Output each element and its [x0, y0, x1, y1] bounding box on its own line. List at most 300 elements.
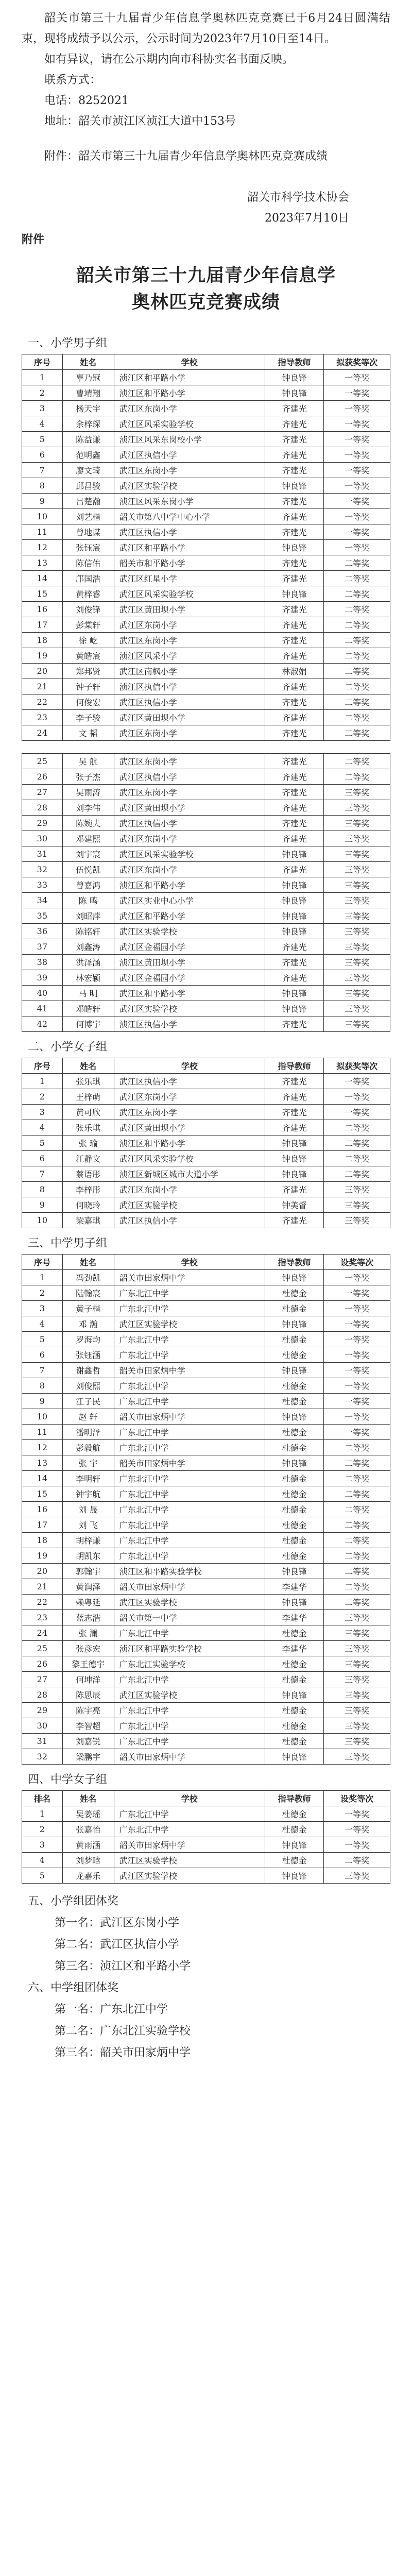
table-cell: 齐建光 — [265, 1120, 323, 1136]
table-cell: 三等奖 — [324, 1734, 390, 1749]
table-cell: 何博宇 — [62, 1016, 114, 1032]
table-row — [22, 1197, 390, 1213]
table-cell: 31 — [22, 846, 63, 862]
section-title: 二、小学女子组 — [28, 1041, 108, 1054]
table-cell: 吴 航 — [62, 754, 114, 769]
table-row — [22, 1213, 390, 1228]
table-cell: 武江区实验学校 — [114, 1687, 265, 1703]
table-cell: 31 — [22, 1734, 63, 1749]
table-row — [22, 893, 390, 908]
table-cell: 二等奖 — [324, 1440, 390, 1455]
table-cell: 刘俊锋 — [62, 602, 114, 617]
table-cell: 广东北江中学 — [114, 1301, 265, 1316]
table-cell: 三等奖 — [324, 1182, 390, 1197]
table-cell: 2 — [22, 1285, 63, 1301]
column-header: 排名 — [22, 1791, 63, 1806]
table-cell: 钟良锋 — [265, 1837, 323, 1853]
column-header: 学校 — [114, 1791, 265, 1806]
document-title — [22, 262, 390, 316]
table-cell: 钟良锋 — [265, 1316, 323, 1332]
table-row — [22, 1301, 390, 1316]
table-cell: 陈婉夫 — [62, 816, 114, 831]
table-row — [22, 939, 390, 955]
table-cell: 韶关市田家炳中学 — [114, 1749, 265, 1765]
table-cell: 一等奖 — [324, 447, 390, 463]
table-cell: 齐建光 — [265, 1016, 323, 1032]
table-cell: 二等奖 — [324, 1548, 390, 1564]
column-header: 序号 — [22, 354, 63, 370]
table-row — [22, 1548, 390, 1564]
table-cell: 钟良锋 — [265, 540, 323, 555]
table-cell: 杜德金 — [265, 1672, 323, 1687]
table-cell: 武江区红星小学 — [114, 571, 265, 586]
table-row — [22, 862, 390, 877]
table-cell: 文 韬 — [62, 725, 114, 741]
signature-block — [22, 188, 390, 229]
table-cell: 杜德金 — [265, 1734, 323, 1749]
table-cell: 杜德金 — [265, 1625, 323, 1641]
table-cell: 钟良锋 — [265, 908, 323, 924]
table-row — [22, 1378, 390, 1394]
table-cell: 二等奖 — [324, 725, 390, 741]
table-cell: 齐建光 — [265, 970, 323, 986]
table-cell: 二等奖 — [324, 1595, 390, 1610]
table-cell: 4 — [22, 1853, 63, 1868]
table-cell: 杜德金 — [265, 1332, 323, 1347]
table-cell: 22 — [22, 1595, 63, 1610]
table-cell: 武江区东岗小学 — [114, 633, 265, 648]
table-cell: 28 — [22, 800, 63, 816]
table-cell: 1 — [22, 1270, 63, 1285]
table-cell: 武江区东岗小学 — [114, 401, 265, 416]
table-cell: 29 — [22, 816, 63, 831]
table-row — [22, 633, 390, 648]
table-cell: 齐建光 — [265, 463, 323, 478]
table-cell: 齐建光 — [265, 725, 323, 741]
table-cell: 齐建光 — [265, 1213, 323, 1228]
table-cell: 黄梓睿 — [62, 586, 114, 602]
award-title: 六、中学组团体奖 — [28, 1981, 119, 1994]
table-cell: 二等奖 — [324, 1151, 390, 1166]
table-cell: 张乐琪 — [62, 1074, 114, 1089]
table-cell: 刘艺楷 — [62, 509, 114, 524]
table-cell: 二等奖 — [324, 555, 390, 571]
table-cell: 7 — [22, 1363, 63, 1378]
table-cell: 齐建光 — [265, 555, 323, 571]
results-table — [22, 1790, 390, 1884]
table-cell: 浈江区风采东岗小学 — [114, 494, 265, 509]
table-cell: 杜德金 — [265, 1502, 323, 1517]
table-row — [22, 555, 390, 571]
table-cell: 三等奖 — [324, 1672, 390, 1687]
table-cell: 二等奖 — [324, 1471, 390, 1486]
table-cell: 胡凯东 — [62, 1548, 114, 1564]
award-title: 五、小学组团体奖 — [28, 1895, 119, 1908]
table-cell: 一等奖 — [324, 1332, 390, 1347]
table-cell: 武江区执信小学 — [114, 1074, 265, 1089]
table-cell: 齐建光 — [265, 710, 323, 725]
table-row — [22, 1471, 390, 1486]
column-header: 姓名 — [62, 1791, 114, 1806]
column-header: 拟获奖等次 — [324, 1058, 390, 1074]
table-cell: 韶关市田家炳中学 — [114, 1270, 265, 1285]
table-cell: 三等奖 — [324, 908, 390, 924]
table-cell: 二等奖 — [324, 1166, 390, 1182]
table-row — [22, 447, 390, 463]
table-cell: 林宏颖 — [62, 970, 114, 986]
table-cell: 13 — [22, 1455, 63, 1471]
table-cell: 杜德金 — [265, 1471, 323, 1486]
table-cell: 刘梦晗 — [62, 1853, 114, 1868]
table-cell: 三等奖 — [324, 1868, 390, 1884]
table-row — [22, 877, 390, 893]
table-cell: 刘李伟 — [62, 800, 114, 816]
table-cell: 武江区实验学校 — [114, 924, 265, 939]
table-cell: 武江区南枫小学 — [114, 664, 265, 679]
table-cell: 二等奖 — [324, 679, 390, 694]
table-cell: 杜德金 — [265, 1548, 323, 1564]
table-row — [22, 831, 390, 846]
table-cell: 彭棠轩 — [62, 617, 114, 633]
table-cell: 广东北江中学 — [114, 1332, 265, 1347]
table-cell: 何坤洋 — [62, 1672, 114, 1687]
table-cell: 钟良锋 — [265, 893, 323, 908]
table-cell: 26 — [22, 769, 63, 785]
table-cell: 21 — [22, 679, 63, 694]
table-row — [22, 908, 390, 924]
table-row — [22, 769, 390, 785]
table-cell: 9 — [22, 1394, 63, 1409]
table-cell: 一等奖 — [324, 385, 390, 401]
table-cell: 39 — [22, 970, 63, 986]
table-cell: 韶关市第八中学中心小学 — [114, 509, 265, 524]
table-cell: 三等奖 — [324, 955, 390, 970]
table-cell: 三等奖 — [324, 831, 390, 846]
table-row — [22, 1151, 390, 1166]
table-cell: 广东北江实验学校 — [114, 1656, 265, 1672]
table-cell: 三等奖 — [324, 1656, 390, 1672]
table-cell: 37 — [22, 939, 63, 955]
column-header: 指导教师 — [265, 354, 323, 370]
table-cell: 广东北江中学 — [114, 1625, 265, 1641]
table-cell: 武江区东岗小学 — [114, 754, 265, 769]
table-cell: 浈江区和平路实验学校 — [114, 1641, 265, 1656]
table-cell: 江静文 — [62, 1151, 114, 1166]
table-cell: 齐建光 — [265, 617, 323, 633]
table-cell: 何俊宏 — [62, 694, 114, 710]
table-cell: 三等奖 — [324, 846, 390, 862]
table-row — [22, 1533, 390, 1548]
table-cell: 17 — [22, 1517, 63, 1533]
table-cell: 武江区黄田坝小学 — [114, 710, 265, 725]
table-cell: 钟良锋 — [265, 1595, 323, 1610]
section-title: 一、小学男子组 — [28, 337, 108, 350]
table-cell: 陈益谦 — [62, 432, 114, 447]
table-cell: 一等奖 — [324, 370, 390, 385]
table-cell: 18 — [22, 633, 63, 648]
table-cell: 钟良锋 — [265, 586, 323, 602]
table-cell: 二等奖 — [324, 1502, 390, 1517]
table-row — [22, 432, 390, 447]
award-line: 第一名：武江区东岗小学 — [55, 1917, 180, 1929]
table-cell: 15 — [22, 1486, 63, 1502]
table-cell: 武江区执信小学 — [114, 694, 265, 710]
table-cell: 三等奖 — [324, 893, 390, 908]
table-cell: 10 — [22, 1409, 63, 1425]
table-cell: 二等奖 — [324, 1136, 390, 1151]
table-cell: 郑邦贤 — [62, 664, 114, 679]
table-cell: 41 — [22, 1001, 63, 1016]
table-cell: 武江区执信小学 — [114, 1213, 265, 1228]
results-section — [22, 1235, 390, 1765]
table-cell: 40 — [22, 986, 63, 1001]
table-row — [22, 955, 390, 970]
table-cell: 8 — [22, 1182, 63, 1197]
table-cell: 广东北江中学 — [114, 1502, 265, 1517]
table-cell: 三等奖 — [324, 785, 390, 800]
table-cell: 一等奖 — [324, 540, 390, 555]
table-row — [22, 494, 390, 509]
table-row — [22, 970, 390, 986]
table-cell: 武江区东岗小学 — [114, 617, 265, 633]
table-cell: 17 — [22, 617, 63, 633]
table-gap — [22, 741, 390, 754]
table-cell: 三等奖 — [324, 1687, 390, 1703]
table-cell: 21 — [22, 1579, 63, 1595]
table-cell: 胡梓谦 — [62, 1533, 114, 1548]
table-cell: 陈铭轩 — [62, 924, 114, 939]
table-cell: 黎王德宇 — [62, 1656, 114, 1672]
table-cell: 广东北江中学 — [114, 1806, 265, 1822]
table-cell: 广东北江中学 — [114, 1425, 265, 1440]
table-cell: 张彦宏 — [62, 1641, 114, 1656]
table-cell: 齐建光 — [265, 754, 323, 769]
table-cell: 一等奖 — [324, 1105, 390, 1120]
table-cell: 吴雨涛 — [62, 785, 114, 800]
table-cell: 余梓琛 — [62, 416, 114, 432]
table-cell: 齐建光 — [265, 1074, 323, 1089]
column-header: 姓名 — [62, 354, 114, 370]
signature-date: 2023年7月10日 — [265, 212, 349, 225]
award-line: 第一名：广东北江中学 — [55, 2003, 168, 2016]
table-cell: 武江区实业中心小学 — [114, 893, 265, 908]
table-cell: 二等奖 — [324, 1486, 390, 1502]
table-cell: 广东北江中学 — [114, 1548, 265, 1564]
table-row — [22, 1016, 390, 1032]
table-cell: 广东北江中学 — [114, 1672, 265, 1687]
table-cell: 浈江区新城区城市大道小学 — [114, 1166, 265, 1182]
table-cell: 刘俊熙 — [62, 1378, 114, 1394]
table-cell: 李智超 — [62, 1718, 114, 1734]
table-cell: 11 — [22, 1425, 63, 1440]
column-header: 学校 — [114, 354, 265, 370]
table-cell: 邓皓轩 — [62, 1001, 114, 1016]
table-cell: 邝国浩 — [62, 571, 114, 586]
table-cell: 武江区黄田坝小学 — [114, 800, 265, 816]
table-cell: 三等奖 — [324, 1718, 390, 1734]
table-cell: 二等奖 — [324, 1579, 390, 1595]
table-cell: 武江区东岗小学 — [114, 1182, 265, 1197]
table-cell: 二等奖 — [324, 1564, 390, 1579]
table-cell: 黄子楷 — [62, 1301, 114, 1316]
table-row — [22, 1822, 390, 1837]
table-cell: 刘鑫涛 — [62, 939, 114, 955]
table-cell: 一等奖 — [324, 494, 390, 509]
table-cell: 武江区黄田坝小学 — [114, 1120, 265, 1136]
results-sections — [22, 335, 390, 1884]
table-cell: 35 — [22, 908, 63, 924]
notice-objection: 如有异议，请在公示期内向市科协实名书面反映。 — [44, 53, 294, 66]
table-cell: 李建华 — [265, 1579, 323, 1595]
table-cell: 江子民 — [62, 1394, 114, 1409]
table-row — [22, 800, 390, 816]
table-cell: 三等奖 — [324, 1197, 390, 1213]
column-header: 设奖等次 — [324, 1791, 390, 1806]
table-cell: 武江区东岗小学 — [114, 463, 265, 478]
column-header: 指导教师 — [265, 1255, 323, 1270]
table-row — [22, 1074, 390, 1089]
table-cell: 武江区东岗小学 — [114, 1105, 265, 1120]
table-cell: 齐建光 — [265, 694, 323, 710]
table-cell: 4 — [22, 416, 63, 432]
table-cell: 二等奖 — [324, 664, 390, 679]
award-line: 第三名：浈江区和平路小学 — [55, 1960, 191, 1973]
column-header: 设奖等次 — [324, 1255, 390, 1270]
table-cell: 杜德金 — [265, 1656, 323, 1672]
table-cell: 广东北江中学 — [114, 1285, 265, 1301]
table-cell: 杜德金 — [265, 1347, 323, 1363]
table-cell: 二等奖 — [324, 1517, 390, 1533]
table-cell: 27 — [22, 785, 63, 800]
table-cell: 一等奖 — [324, 1837, 390, 1853]
table-cell: 伍悦凯 — [62, 862, 114, 877]
table-row — [22, 1734, 390, 1749]
table-cell: 杨天宇 — [62, 401, 114, 416]
table-row — [22, 1837, 390, 1853]
table-cell: 钟良锋 — [265, 385, 323, 401]
table-cell: 钟良锋 — [265, 1001, 323, 1016]
table-cell: 27 — [22, 1672, 63, 1687]
results-section — [22, 1039, 390, 1228]
table-cell: 齐建光 — [265, 1089, 323, 1105]
table-cell: 广东北江中学 — [114, 1533, 265, 1548]
table-cell: 12 — [22, 540, 63, 555]
table-row — [22, 1641, 390, 1656]
table-cell: 齐建光 — [265, 862, 323, 877]
table-cell: 24 — [22, 725, 63, 741]
table-header-row — [22, 1255, 390, 1270]
table-cell: 齐建光 — [265, 831, 323, 846]
table-cell: 12 — [22, 1440, 63, 1455]
table-row — [22, 1455, 390, 1471]
table-cell: 浈江区和平路小学 — [114, 385, 265, 401]
table-row — [22, 785, 390, 800]
table-header-row — [22, 1791, 390, 1806]
table-cell: 一等奖 — [324, 1270, 390, 1285]
table-cell: 一等奖 — [324, 432, 390, 447]
table-cell: 马 明 — [62, 986, 114, 1001]
table-cell: 钟子轩 — [62, 679, 114, 694]
table-cell: 4 — [22, 1316, 63, 1332]
table-cell: 二等奖 — [324, 1853, 390, 1868]
table-cell: 武江区和平路小学 — [114, 986, 265, 1001]
table-row — [22, 710, 390, 725]
signature-org: 韶关市科学技术协会 — [247, 191, 349, 204]
table-cell: 武江区东岗小学 — [114, 725, 265, 741]
table-cell: 武江区实验学校 — [114, 1853, 265, 1868]
table-cell: 9 — [22, 494, 63, 509]
table-cell: 浈江区黄田坝小学 — [114, 955, 265, 970]
table-cell: 武江区风采实验学校 — [114, 586, 265, 602]
table-cell: 武江区东岗小学 — [114, 862, 265, 877]
table-cell: 三等奖 — [324, 1625, 390, 1641]
table-cell: 齐建光 — [265, 785, 323, 800]
table-cell: 冯劲凯 — [62, 1270, 114, 1285]
table-cell: 范明鑫 — [62, 447, 114, 463]
table-cell: 9 — [22, 1197, 63, 1213]
table-row — [22, 478, 390, 494]
table-cell: 齐建光 — [265, 816, 323, 831]
table-cell: 10 — [22, 1213, 63, 1228]
table-cell: 韶关市田家炳中学 — [114, 1363, 265, 1378]
table-cell: 20 — [22, 1564, 63, 1579]
table-cell: 一等奖 — [324, 1394, 390, 1409]
results-table — [22, 354, 390, 1032]
table-cell: 齐建光 — [265, 800, 323, 816]
table-row — [22, 986, 390, 1001]
table-cell: 谢鑫哲 — [62, 1363, 114, 1378]
table-cell: 一等奖 — [324, 416, 390, 432]
table-cell: 二等奖 — [324, 754, 390, 769]
table-row — [22, 586, 390, 602]
table-cell: 三等奖 — [324, 1641, 390, 1656]
table-cell: 钟良锋 — [265, 846, 323, 862]
table-cell: 陈 鸣 — [62, 893, 114, 908]
table-cell: 30 — [22, 831, 63, 846]
table-cell: 武江区实验学校 — [114, 1868, 265, 1884]
table-row — [22, 1703, 390, 1718]
table-cell: 武江区和平路小学 — [114, 540, 265, 555]
table-cell: 24 — [22, 1625, 63, 1641]
table-cell: 浈江区和平路小学 — [114, 370, 265, 385]
table-cell: 刘 晟 — [62, 1502, 114, 1517]
table-row — [22, 571, 390, 586]
table-cell: 4 — [22, 1120, 63, 1136]
table-cell: 杜德金 — [265, 1703, 323, 1718]
table-row — [22, 1718, 390, 1734]
table-row — [22, 1425, 390, 1440]
table-cell: 34 — [22, 893, 63, 908]
table-cell: 18 — [22, 1533, 63, 1548]
table-cell: 二等奖 — [324, 648, 390, 664]
table-cell: 二等奖 — [324, 1120, 390, 1136]
table-cell: 三等奖 — [324, 1213, 390, 1228]
table-cell: 韶关市第一中学 — [114, 1610, 265, 1625]
table-cell: 三等奖 — [324, 986, 390, 1001]
table-cell: 武江区东岗小学 — [114, 831, 265, 846]
table-cell: 23 — [22, 1610, 63, 1625]
table-cell: 一等奖 — [324, 401, 390, 416]
table-cell: 三等奖 — [324, 1001, 390, 1016]
table-cell: 梁鹏宇 — [62, 1749, 114, 1765]
table-cell: 杜德金 — [265, 1718, 323, 1734]
table-row — [22, 602, 390, 617]
table-cell: 钟良锋 — [265, 1687, 323, 1703]
table-cell: 11 — [22, 524, 63, 540]
table-row — [22, 1486, 390, 1502]
table-cell: 李子骏 — [62, 710, 114, 725]
table-cell: 杜德金 — [265, 1806, 323, 1822]
